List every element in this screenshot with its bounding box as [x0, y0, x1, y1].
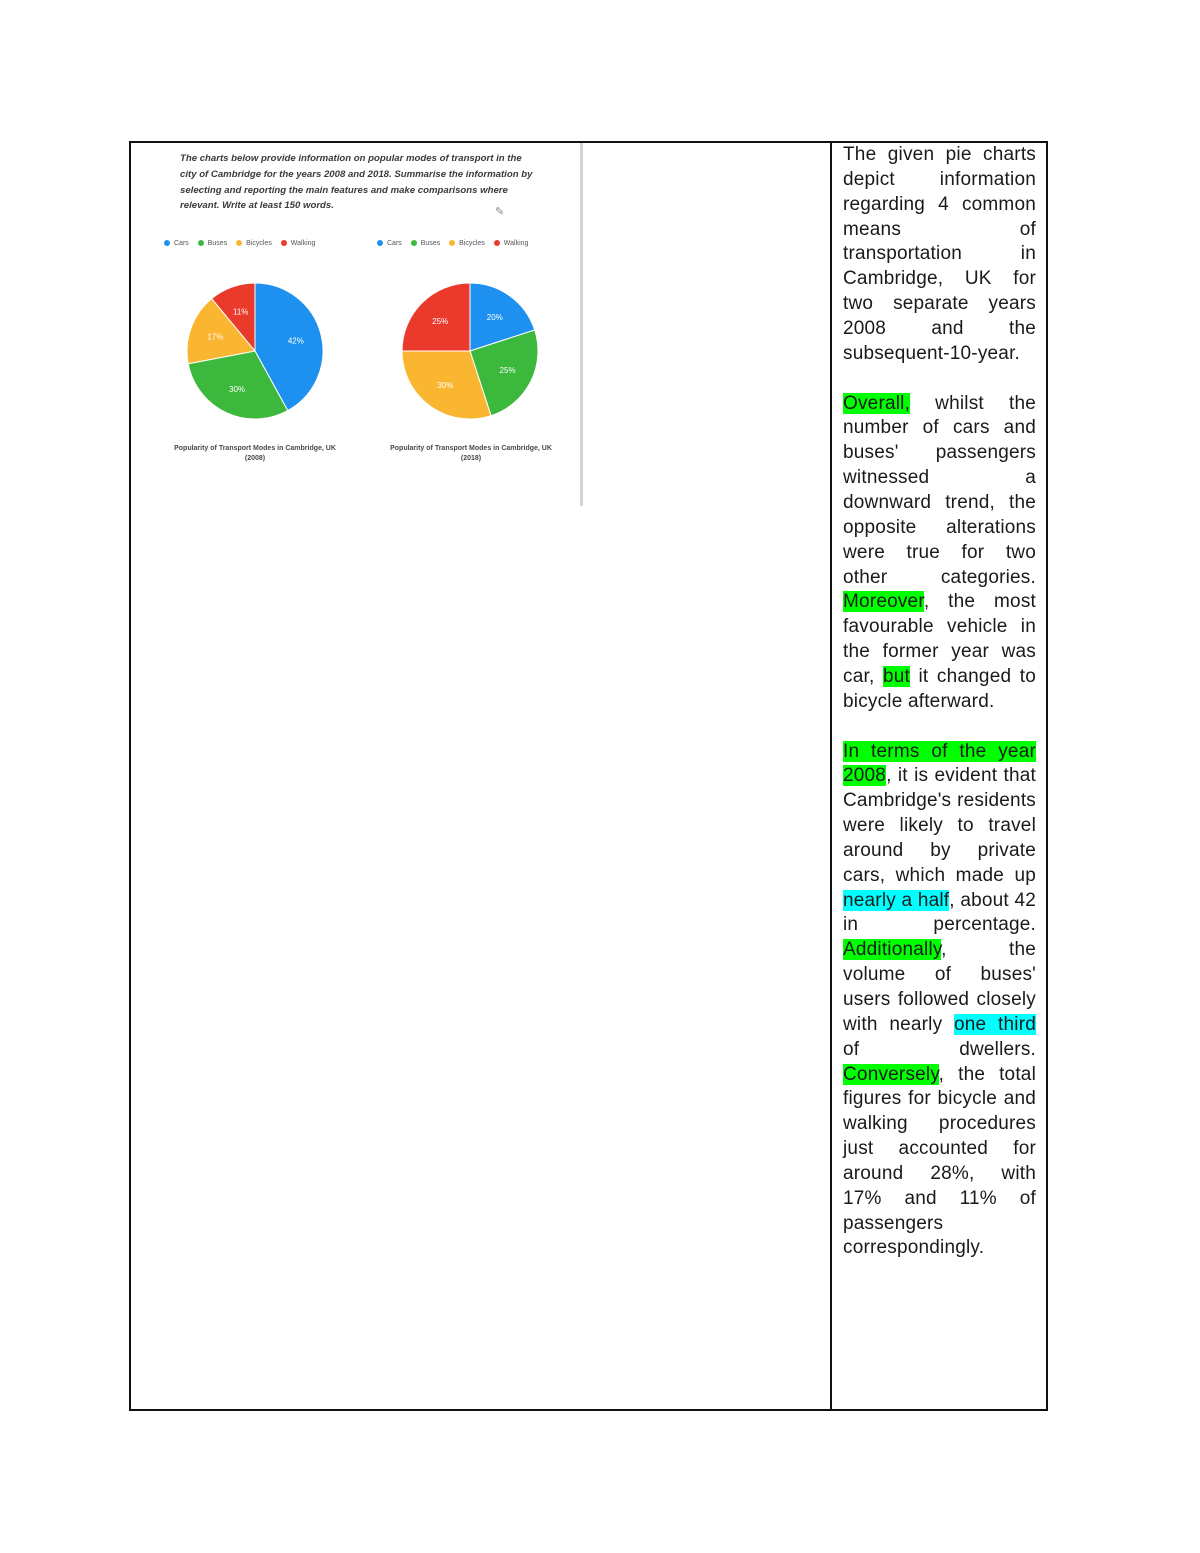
pie-slice-label: 11% — [233, 307, 249, 317]
legend-label: Walking — [503, 240, 529, 247]
legend-dot — [198, 240, 204, 246]
highlighted-phrase: In terms of the year 2008 — [843, 740, 1036, 787]
legend-dot — [164, 240, 170, 246]
pie-slice-label: 25% — [499, 366, 516, 376]
pie-slice-label: 30% — [437, 381, 454, 391]
essay-text-run: , the most favourable vehicle in the former year was car, — [843, 591, 1036, 687]
essay-text-run: The given pie charts depict information regarding 4 common means of transportation in Cambridge, UK for two separate years 2008 and the subsequent-10-year. — [843, 144, 1036, 364]
legend-dot — [411, 240, 417, 246]
essay-text-run: , about 42 in percentage. — [843, 889, 1036, 936]
legend-item — [281, 240, 316, 247]
legend-dot — [281, 240, 287, 246]
paragraph-gap — [843, 367, 1036, 392]
essay-text-run: it changed to bicycle afterward. — [843, 665, 1036, 712]
pie-caption-2008: Popularity of Transport Modes in Cambridge, UK (2008) — [174, 445, 336, 462]
paragraph-gap — [843, 715, 1036, 740]
essay-text-run: , it is evident that Cambridge's residents were likely to travel around by private cars, which made up — [843, 765, 1036, 886]
chart-legend-2018 — [377, 240, 535, 252]
legend-item — [236, 240, 272, 247]
highlighted-phrase: but — [882, 665, 910, 687]
essay-paragraph — [843, 392, 1036, 715]
table-column-divider — [830, 141, 832, 1411]
legend-item — [377, 240, 402, 247]
legend-item — [164, 240, 189, 247]
legend-label: Bicycles — [246, 240, 272, 247]
pie-chart-2018 — [390, 271, 550, 431]
highlighted-phrase: Additionally — [843, 939, 942, 961]
legend-dot — [449, 240, 455, 246]
pie-slice-label: 17% — [207, 332, 224, 342]
legend-dot — [236, 240, 242, 246]
legend-label: Cars — [387, 240, 402, 247]
essay-text — [843, 143, 1036, 1261]
legend-label: Cars — [174, 240, 189, 247]
legend-label: Bicycles — [459, 240, 485, 247]
legend-item — [494, 240, 529, 247]
essay-text-run: whilst the number of cars and buses' passengers witnessed a downward trend, the opposite alterations were true for two other categories. — [843, 392, 1036, 588]
legend-dot — [377, 240, 383, 246]
chart-legend-2008 — [164, 240, 322, 252]
legend-label: Buses — [207, 240, 228, 247]
legend-item — [449, 240, 485, 247]
pie-slice-label: 25% — [432, 317, 449, 327]
pencil-icon: ✎ — [495, 206, 505, 218]
highlighted-phrase: Overall, — [843, 392, 911, 414]
pie-slice-label: 42% — [287, 336, 304, 346]
essay-text-run: , the total figures for bicycle and walking procedures just accounted for around 28%, with 17% and 11% of passengers correspondingly. — [843, 1063, 1036, 1259]
image-edge — [580, 143, 583, 506]
essay-text-run: , the volume of buses' users followed closely with nearly — [843, 939, 1036, 1035]
legend-label: Buses — [420, 240, 441, 247]
legend-label: Walking — [290, 240, 316, 247]
highlighted-phrase: Moreover — [843, 591, 924, 613]
task-image — [160, 143, 584, 506]
pie-chart-2008 — [175, 271, 335, 431]
essay-paragraph — [843, 740, 1036, 1262]
pie-slice-label: 20% — [486, 312, 503, 322]
highlighted-phrase: nearly a half — [843, 889, 950, 911]
essay-paragraph — [843, 143, 1036, 367]
legend-dot — [494, 240, 500, 246]
pie-slice-label: 30% — [229, 385, 246, 395]
task-prompt: The charts below provide information on popular modes of transport in the city of Cambridge for the years 2008 and 2018. Summarise the information by selecting and reporting the main features and make comparisons where relevant. Write at least 150 words. — [180, 153, 533, 212]
legend-item — [411, 240, 440, 247]
essay-text-run: of dwellers. — [843, 1038, 1036, 1060]
legend-item — [198, 240, 227, 247]
highlighted-phrase: Conversely — [843, 1063, 939, 1085]
highlighted-phrase: one third — [954, 1013, 1036, 1035]
pie-caption-2018: Popularity of Transport Modes in Cambridge, UK (2018) — [390, 445, 552, 462]
